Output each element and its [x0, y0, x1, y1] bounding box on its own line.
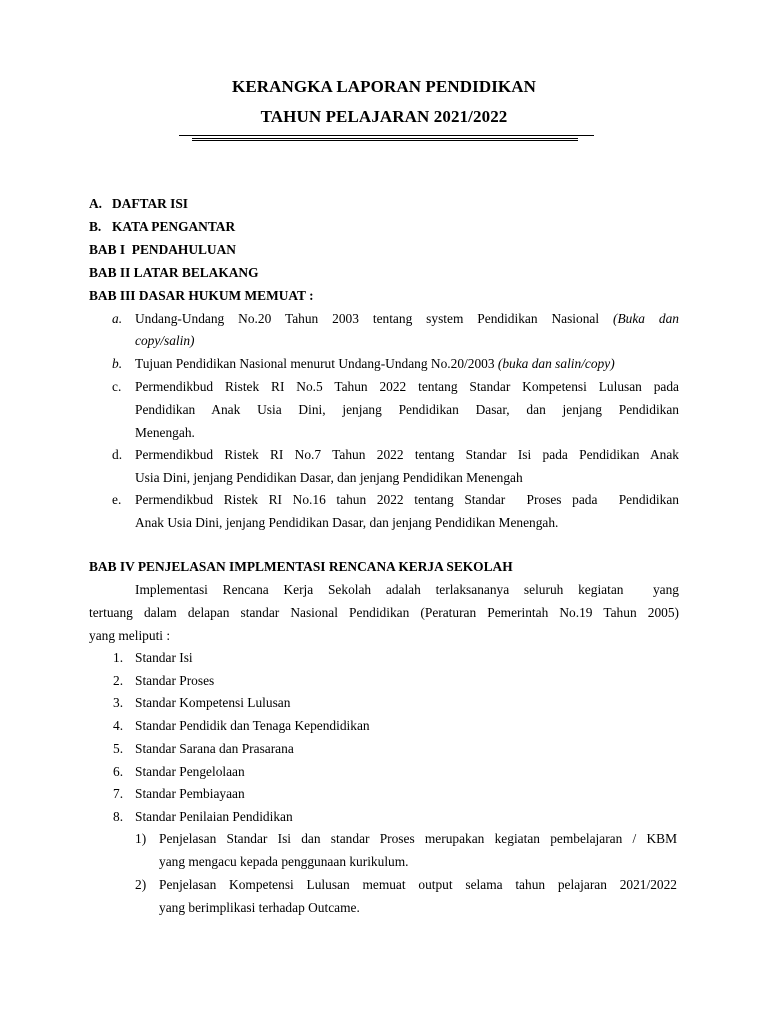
list-marker: b.	[112, 356, 123, 371]
list-number: 3.	[113, 695, 124, 710]
toc-marker: A.	[89, 196, 103, 211]
law-text: Undang-Undang No.20 Tahun 2003 tentang system Pendidikan Nasional	[135, 311, 600, 326]
toc-label: DAFTAR ISI	[112, 196, 189, 211]
standard-item: Standar Penilaian Pendidikan	[135, 809, 293, 824]
list-number: 1.	[113, 650, 124, 665]
standard-item: Standar Isi	[135, 650, 193, 665]
title-underline-double-bottom	[192, 140, 578, 141]
standard-item: Standar Kompetensi Lulusan	[135, 695, 291, 710]
toc-item-b	[89, 219, 236, 235]
list-marker: a.	[112, 311, 123, 326]
toc-item-a	[89, 196, 189, 212]
standard-item: Standar Proses	[135, 673, 215, 688]
law-item-a-line2: copy/salin)	[135, 333, 195, 348]
law-text: Tujuan Pendidikan Nasional menurut Undang-Undang No.20/2003	[135, 356, 495, 371]
list-marker: e.	[112, 492, 122, 507]
doc-title-line-1: KERANGKA LAPORAN PENDIDIKAN	[232, 77, 536, 96]
law-item-c-line3: Menengah.	[135, 425, 195, 440]
list-marker: c.	[112, 379, 122, 394]
list-marker: d.	[112, 447, 123, 462]
law-item-c-line2: Pendidikan Anak Usia Dini, jenjang Pendidikan Dasar, dan jenjang Pendidikan	[135, 402, 679, 417]
law-note: (buka dan salin/copy)	[497, 356, 615, 371]
bab1-heading: BAB I PENDAHULUAN	[89, 242, 236, 257]
list-number: 8.	[113, 809, 124, 824]
sub-list-number: 2)	[135, 877, 147, 892]
sub-item-2-line1: Penjelasan Kompetensi Lulusan memuat output selama tahun pelajaran 2021/2022	[159, 877, 677, 892]
list-number: 7.	[113, 786, 124, 801]
law-item-b-line1	[135, 356, 615, 372]
sub-item-2-line2: yang berimplikasi terhadap Outcame.	[159, 900, 360, 915]
bab4-heading: BAB IV PENJELASAN IMPLMENTASI RENCANA KERJA SEKOLAH	[89, 559, 513, 574]
list-number: 6.	[113, 764, 124, 779]
bab4-paragraph-line1: Implementasi Rencana Kerja Sekolah adalah terlaksananya seluruh kegiatan yang	[135, 582, 679, 597]
law-item-d-line2: Usia Dini, jenjang Pendidikan Dasar, dan jenjang Pendidikan Menengah	[135, 470, 523, 485]
standard-item: Standar Sarana dan Prasarana	[135, 741, 294, 756]
toc-marker: B.	[89, 219, 102, 234]
bab3-heading: BAB III DASAR HUKUM MEMUAT :	[89, 288, 314, 303]
list-number: 4.	[113, 718, 124, 733]
bab4-paragraph-line3: yang meliputi :	[89, 628, 171, 643]
sub-list-number: 1)	[135, 831, 147, 846]
law-item-e-line2: Anak Usia Dini, jenjang Pendidikan Dasar, dan jenjang Pendidikan Menengah.	[135, 515, 559, 530]
list-number: 2.	[113, 673, 124, 688]
law-item-e-line1: Permendikbud Ristek RI No.16 tahun 2022 tentang Standar Proses pada Pendidikan	[135, 492, 679, 507]
toc-label: KATA PENGANTAR	[112, 219, 236, 234]
doc-title-line-2: TAHUN PELAJARAN 2021/2022	[260, 107, 508, 126]
law-item-c-line1: Permendikbud Ristek RI No.5 Tahun 2022 tentang Standar Kompetensi Lulusan pada	[135, 379, 679, 394]
sub-item-1-line2: yang mengacu kepada penggunaan kurikulum.	[159, 854, 409, 869]
sub-item-1-line1: Penjelasan Standar Isi dan standar Proses merupakan kegiatan pembelajaran / KBM	[159, 831, 677, 846]
bab4-paragraph-line2: tertuang dalam delapan standar Nasional Pendidikan (Peraturan Pemerintah No.19 Tahun 2005)	[89, 605, 679, 620]
law-note: (Buka dan	[613, 311, 679, 326]
list-number: 5.	[113, 741, 124, 756]
standard-item: Standar Pengelolaan	[135, 764, 245, 779]
bab2-heading: BAB II LATAR BELAKANG	[89, 265, 259, 280]
law-item-a-line1	[135, 311, 679, 327]
law-item-d-line1: Permendikbud Ristek RI No.7 Tahun 2022 tentang Standar Isi pada Pendidikan Anak	[135, 447, 679, 462]
standard-item: Standar Pembiayaan	[135, 786, 245, 801]
standard-item: Standar Pendidik dan Tenaga Kependidikan	[135, 718, 370, 733]
title-underline	[179, 135, 594, 136]
title-underline-double-top	[192, 138, 578, 139]
